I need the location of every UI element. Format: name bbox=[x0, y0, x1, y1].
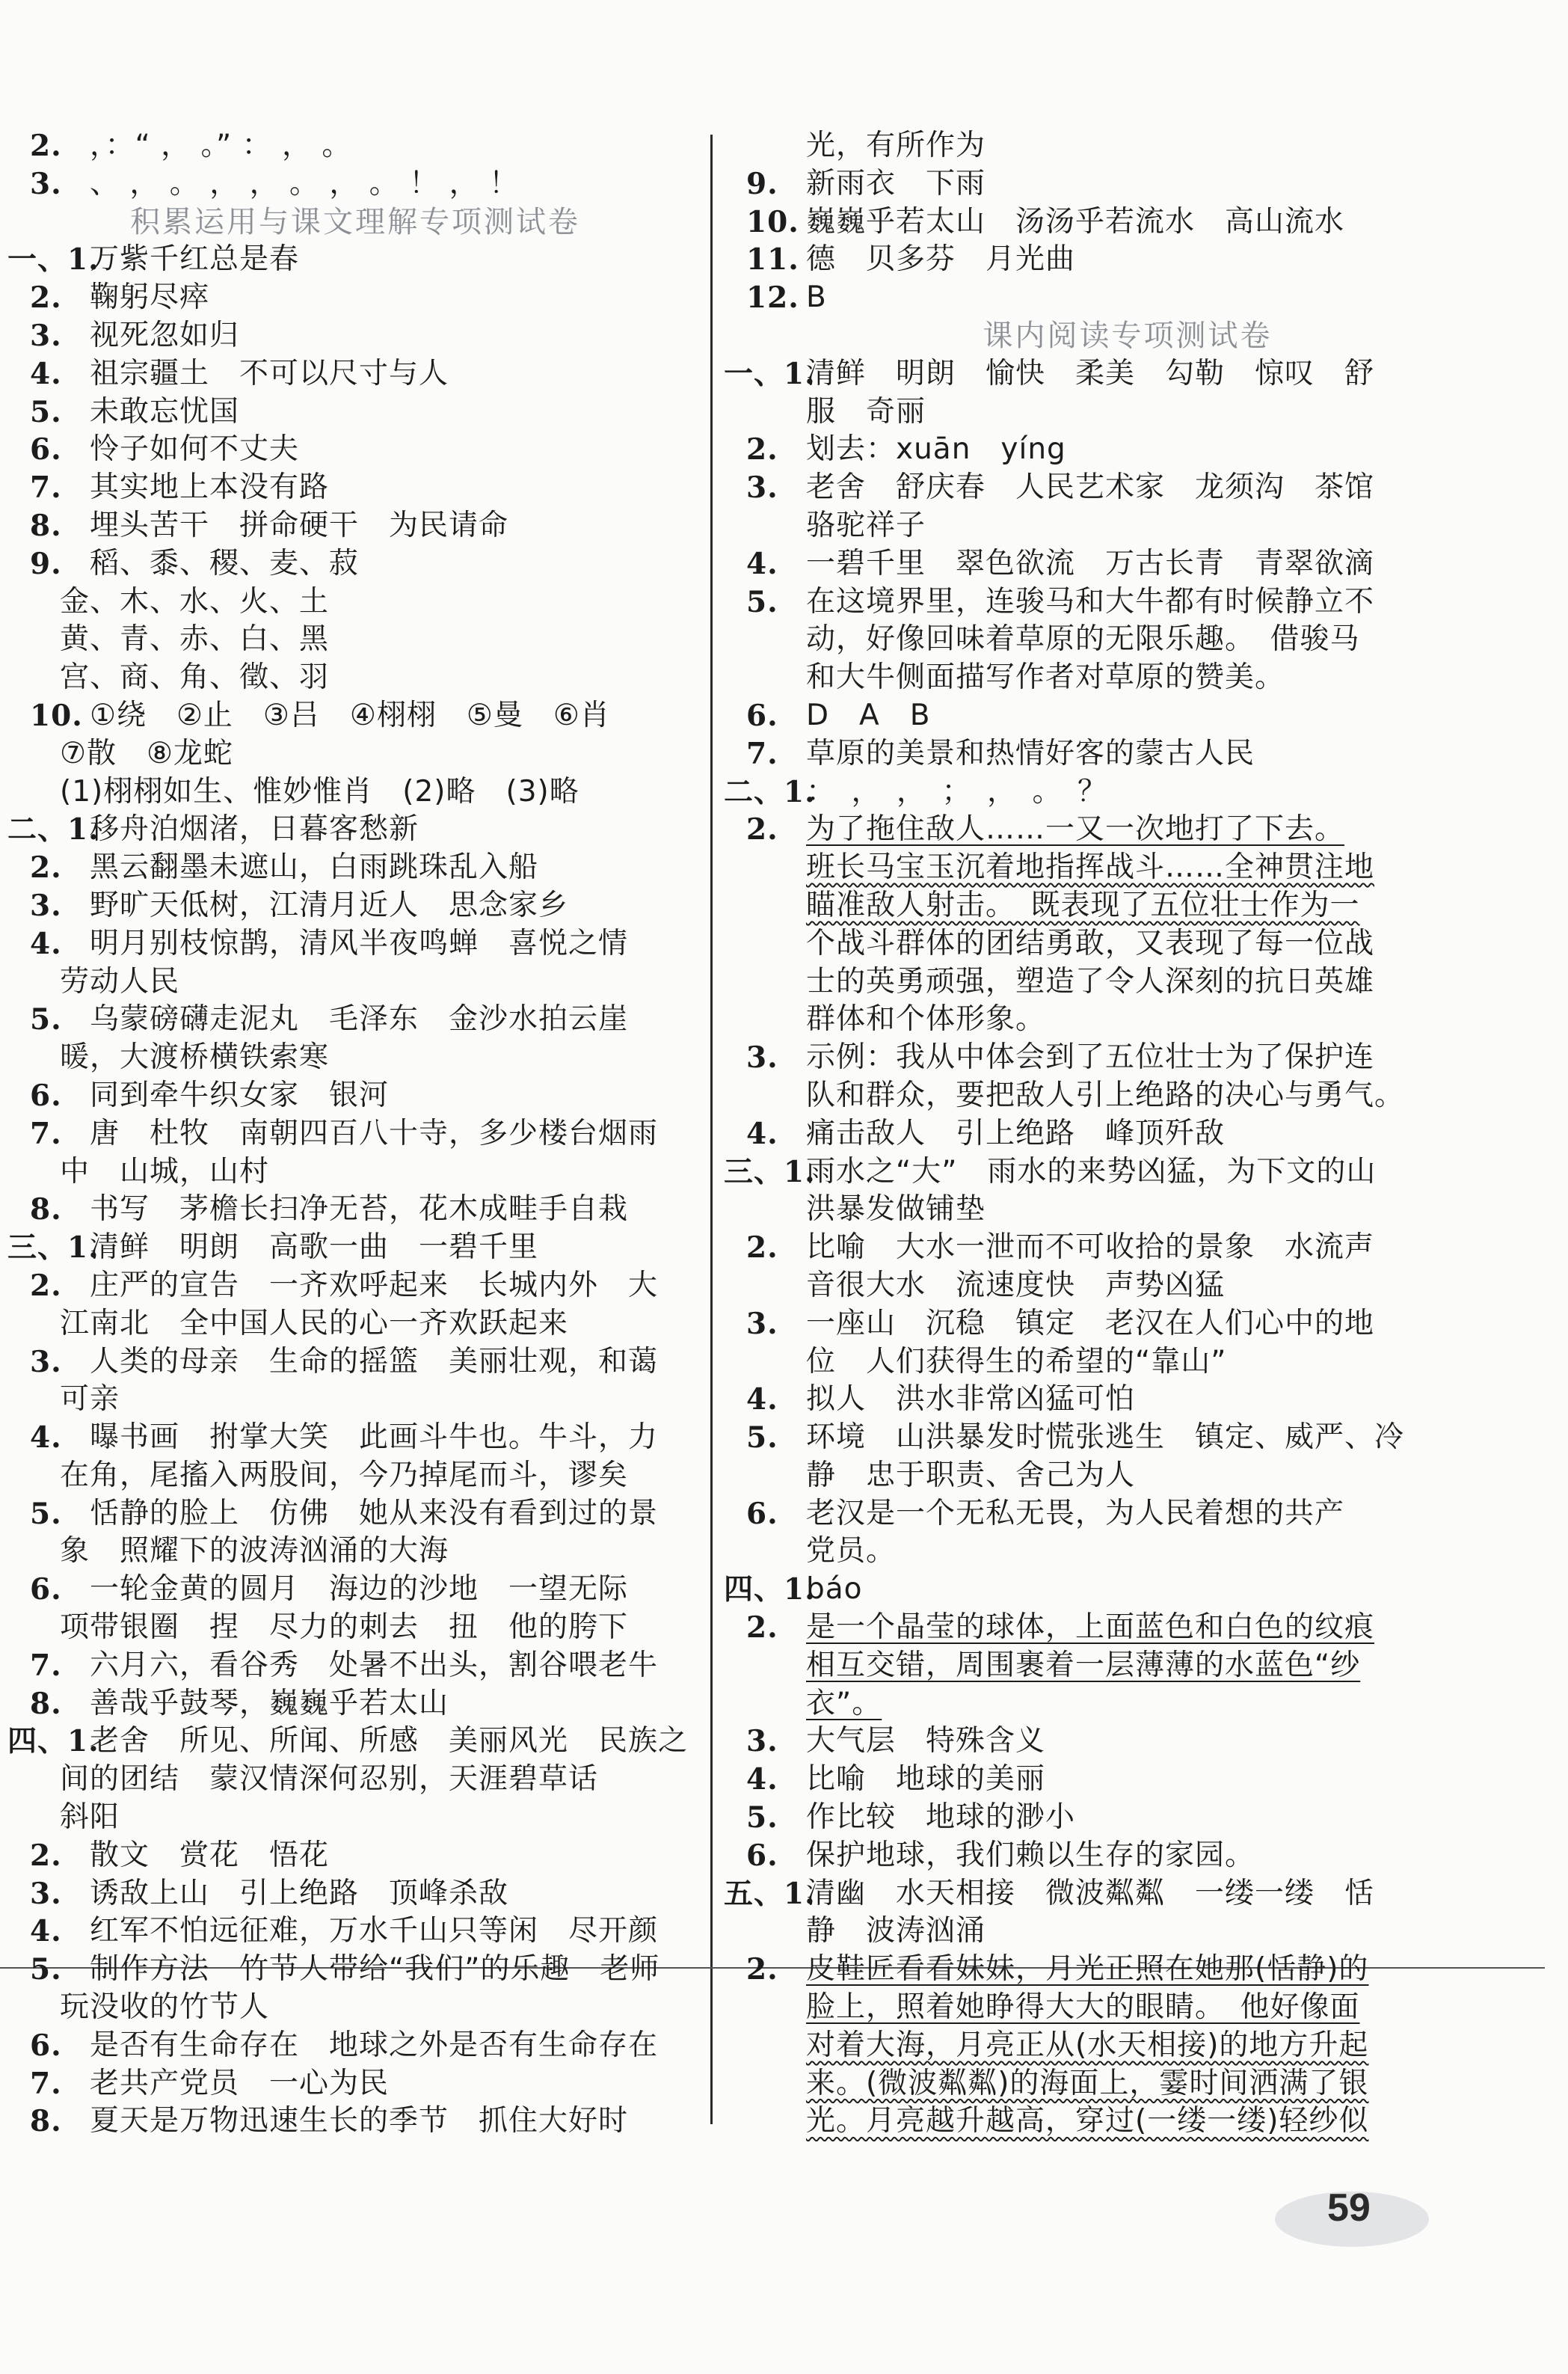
question-number: 二、1. bbox=[724, 774, 816, 809]
answer-text: 作比较 地球的渺小 bbox=[806, 1800, 1076, 1835]
question-number: 6. bbox=[746, 1838, 778, 1873]
answer-text: 党员。 bbox=[806, 1534, 897, 1568]
answer-text: 一座山 沉稳 镇定 老汉在人们心中的地 bbox=[806, 1306, 1375, 1340]
answer-line bbox=[724, 1533, 1531, 1571]
answer-line bbox=[724, 1951, 1531, 1989]
answer-text: 视死忽如归 bbox=[90, 318, 240, 352]
question-number: 5. bbox=[30, 1002, 62, 1037]
answer-text: 老舍 舒庆春 人民艺术家 龙须沟 茶馆 bbox=[806, 470, 1375, 505]
answer-line bbox=[724, 241, 1531, 279]
answer-text: 暖，大渡桥横铁索寒 bbox=[60, 1040, 330, 1075]
answer-text: 德 贝多芬 月光曲 bbox=[806, 242, 1076, 277]
question-number: 2. bbox=[746, 1952, 778, 1987]
question-number: 3. bbox=[746, 470, 778, 506]
question-number: 2. bbox=[746, 1610, 778, 1645]
answer-line bbox=[7, 431, 703, 469]
answer-line bbox=[7, 811, 703, 849]
answer-text: 老舍 所见、所闻、所感 美丽风光 民族之 bbox=[90, 1724, 689, 1758]
answer-line bbox=[724, 1381, 1531, 1419]
answer-line bbox=[7, 735, 703, 773]
answer-text: 夏天是万物迅速生长的季节 抓住大好时 bbox=[90, 2104, 629, 2138]
answer-text: 大气层 特殊含义 bbox=[806, 1724, 1046, 1758]
answer-text: 金、木、水、火、土 bbox=[60, 584, 330, 619]
answer-line bbox=[7, 1761, 703, 1799]
answer-line bbox=[7, 1419, 703, 1457]
answer-text: 痛击敌人 引上绝路 峰顶歼敌 bbox=[806, 1116, 1226, 1150]
question-number: 4. bbox=[746, 1382, 778, 1417]
answer-text: 比喻 大水一泄而不可收拾的景象 水流声 bbox=[806, 1230, 1375, 1265]
answer-text: 洪暴发做铺垫 bbox=[806, 1192, 986, 1227]
answer-text: 间的团结 蒙汉情深何忍别，天涯碧草话 bbox=[60, 1762, 599, 1797]
answer-text: 野旷天低树，江清月近人 思念家乡 bbox=[90, 888, 569, 922]
answer-text: 江南北 全中国人民的心一齐欢跃起来 bbox=[60, 1306, 569, 1340]
question-number: 四、1. bbox=[724, 1572, 816, 1607]
answer-text: 清鲜 明朗 愉快 柔美 勾勒 惊叹 舒 bbox=[806, 356, 1375, 390]
section-heading: 课内阅读专项测试卷 bbox=[983, 318, 1273, 353]
answer-line bbox=[724, 1305, 1531, 1343]
answer-line bbox=[724, 203, 1531, 242]
question-number: 7. bbox=[30, 1648, 62, 1683]
answer-line bbox=[7, 1533, 703, 1571]
answer-text: 明月别枝惊鹊，清风半夜鸣蝉 喜悦之情 bbox=[90, 926, 629, 960]
answer-line bbox=[7, 2102, 703, 2141]
question-number: 5. bbox=[30, 1952, 62, 1987]
answer-line bbox=[7, 1153, 703, 1191]
question-number: 10. bbox=[746, 204, 799, 239]
answer-text: 稻、黍、稷、麦、菽 bbox=[90, 546, 360, 580]
right-column bbox=[724, 127, 1531, 2141]
answer-text: 未敢忘忧国 bbox=[90, 394, 240, 429]
answer-text: 静 波涛汹涌 bbox=[806, 1914, 986, 1948]
answer-line bbox=[724, 1685, 1531, 1723]
answer-text: 制作方法 竹节人带给“我们”的乐趣 老师 bbox=[90, 1952, 660, 1987]
answer-text: 队和群众，要把敌人引上绝路的决心与勇气。 bbox=[806, 1078, 1405, 1112]
answer-line bbox=[7, 355, 703, 393]
answer-text: ①绕 ②止 ③吕 ④栩栩 ⑤曼 ⑥肖 bbox=[90, 698, 610, 732]
answer-text: 、 ， 。 ， ， 。 ， 。 ！ ， ！ bbox=[90, 166, 519, 200]
answer-text: 善哉乎鼓琴，巍巍乎若太山 bbox=[90, 1686, 449, 1720]
answer-line bbox=[724, 1989, 1531, 2027]
answer-line bbox=[7, 469, 703, 507]
answer-text: 项带银圈 捏 尽力的刺去 扭 他的胯下 bbox=[60, 1610, 629, 1645]
answer-text: 群体和个体形象。 bbox=[806, 1002, 1046, 1037]
answer-line bbox=[724, 1609, 1531, 1647]
answer-text: 雨水之“大” 雨水的来势凶猛，为下文的山 bbox=[806, 1154, 1377, 1188]
question-number: 四、1. bbox=[7, 1724, 99, 1759]
answer-text: 唐 杜牧 南朝四百八十寺，多少楼台烟雨 bbox=[90, 1116, 659, 1150]
answer-line bbox=[7, 279, 703, 317]
question-number: 7. bbox=[746, 736, 778, 771]
question-number: 5. bbox=[30, 394, 62, 429]
answer-line bbox=[7, 1647, 703, 1685]
answer-text: 黄、青、赤、白、黑 bbox=[60, 622, 330, 657]
question-number: 7. bbox=[30, 470, 62, 506]
answer-line bbox=[7, 621, 703, 659]
answer-text: 皮鞋匠看看妹妹，月光正照在她那(恬静)的 bbox=[806, 1952, 1369, 1987]
answer-line bbox=[724, 1723, 1531, 1761]
answer-text: 比喻 地球的美丽 bbox=[806, 1762, 1046, 1797]
question-number: 8. bbox=[30, 508, 62, 543]
answer-line bbox=[7, 1077, 703, 1115]
answer-line bbox=[724, 1647, 1531, 1685]
question-number: 6. bbox=[30, 1078, 62, 1113]
answer-text: 恬静的脸上 仿佛 她从来没有看到过的景 bbox=[90, 1496, 659, 1530]
answer-text: 衣”。 bbox=[806, 1686, 882, 1720]
answer-line bbox=[724, 2102, 1531, 2141]
answer-text: 埋头苦干 拼命硬干 为民请命 bbox=[90, 508, 509, 542]
answer-line bbox=[7, 963, 703, 1002]
answer-line bbox=[7, 2027, 703, 2065]
answer-text: 和大牛侧面描写作者对草原的赞美。 bbox=[806, 660, 1285, 695]
question-number: 3. bbox=[30, 166, 62, 201]
answer-line bbox=[7, 545, 703, 583]
question-number: 4. bbox=[746, 546, 778, 581]
question-number: 6. bbox=[30, 2028, 62, 2063]
answer-line bbox=[7, 1457, 703, 1495]
answer-line bbox=[724, 1115, 1531, 1153]
question-number: 2. bbox=[30, 129, 62, 163]
answer-text: (1)栩栩如生、惟妙惟肖 (2)略 (3)略 bbox=[60, 774, 579, 809]
question-number: 三、1. bbox=[7, 1230, 99, 1266]
answer-text: 巍巍乎若太山 汤汤乎若流水 高山流水 bbox=[806, 204, 1345, 239]
question-number: 5. bbox=[746, 584, 778, 619]
answer-line bbox=[7, 1875, 703, 1913]
question-number: 10. bbox=[30, 698, 83, 733]
answer-line bbox=[7, 583, 703, 622]
answer-text: 草原的美景和热情好客的蒙古人民 bbox=[806, 736, 1255, 770]
question-number: 4. bbox=[30, 1420, 62, 1456]
answer-line bbox=[724, 127, 1531, 165]
answer-text: 在这境界里，连骏马和大牛都有时候静立不 bbox=[806, 584, 1375, 619]
question-number: 7. bbox=[30, 1116, 62, 1151]
answer-line bbox=[7, 1837, 703, 1875]
question-number: 5. bbox=[746, 1420, 778, 1456]
answer-line bbox=[724, 773, 1531, 812]
answer-line bbox=[7, 887, 703, 925]
answer-line bbox=[7, 1571, 703, 1609]
answer-line bbox=[724, 355, 1531, 393]
page-number: 59 bbox=[1327, 2186, 1371, 2230]
answer-line bbox=[7, 1913, 703, 1951]
answer-line bbox=[724, 1799, 1531, 1837]
answer-line bbox=[7, 849, 703, 887]
answer-text: 宫、商、角、徵、羽 bbox=[60, 660, 330, 695]
left-column bbox=[7, 127, 703, 2141]
answer-line bbox=[724, 1343, 1531, 1381]
answer-text: 书写 茅檐长扫净无苔，花木成畦手自栽 bbox=[90, 1192, 629, 1227]
answer-line bbox=[724, 1001, 1531, 1039]
answer-line bbox=[7, 127, 703, 165]
answer-line bbox=[724, 431, 1531, 469]
answer-text: 光，有所作为 bbox=[806, 129, 986, 162]
answer-line bbox=[7, 1039, 703, 1077]
question-number: 3. bbox=[746, 1724, 778, 1759]
answer-text: 象 照耀下的波涛汹涌的大海 bbox=[60, 1534, 449, 1568]
answer-text: 瞄准敌人射击。 既表现了五位壮士作为一 bbox=[806, 888, 1360, 922]
answer-line bbox=[724, 735, 1531, 773]
answer-line bbox=[7, 1609, 703, 1647]
answer-text: 静 忠于职责、舍己为人 bbox=[806, 1458, 1136, 1492]
answer-line bbox=[724, 1913, 1531, 1951]
question-number: 2. bbox=[30, 850, 62, 886]
answer-line bbox=[724, 1495, 1531, 1533]
question-number: 4. bbox=[746, 1762, 778, 1797]
answer-text: 脸上，照着她睁得大大的眼睛。 他好像面 bbox=[806, 1990, 1360, 2025]
answer-line bbox=[7, 1115, 703, 1153]
answer-line bbox=[724, 811, 1531, 849]
answer-text: 老汉是一个无私无畏，为人民着想的共产 bbox=[806, 1496, 1345, 1530]
answer-text: 祖宗疆土 不可以尺寸与人 bbox=[90, 356, 449, 390]
answer-line bbox=[724, 659, 1531, 697]
answer-text: 移舟泊烟渚，日暮客愁新 bbox=[90, 812, 419, 847]
answer-line bbox=[724, 697, 1531, 735]
question-number: 一、1. bbox=[7, 242, 99, 277]
answer-line bbox=[7, 165, 703, 203]
answer-text: B bbox=[806, 280, 827, 315]
question-number: 2. bbox=[30, 1268, 62, 1303]
answer-text: ，：“ ， 。” ： ， 。 bbox=[90, 129, 352, 162]
question-number: 6. bbox=[746, 1496, 778, 1531]
answer-text: 六月六，看谷秀 处暑不出头，割谷喂老牛 bbox=[90, 1648, 659, 1682]
answer-text: 人类的母亲 生命的摇篮 美丽壮观，和蔼 bbox=[90, 1344, 659, 1378]
answer-line bbox=[724, 887, 1531, 925]
answer-line bbox=[7, 1267, 703, 1305]
answer-line bbox=[7, 1799, 703, 1837]
answer-line bbox=[7, 393, 703, 432]
answer-text: 是一个晶莹的球体，上面蓝色和白色的纹痕 bbox=[806, 1610, 1375, 1645]
answer-line bbox=[724, 165, 1531, 203]
answer-line bbox=[7, 1191, 703, 1229]
question-number: 3. bbox=[30, 318, 62, 353]
question-number: 8. bbox=[30, 1686, 62, 1721]
question-number: 一、1. bbox=[724, 356, 816, 391]
answer-text: 曝书画 拊掌大笑 此画斗牛也。牛斗，力 bbox=[90, 1420, 659, 1455]
question-number: 3. bbox=[30, 1344, 62, 1379]
answer-text: 劳动人民 bbox=[60, 964, 180, 999]
answer-text: báo bbox=[806, 1572, 863, 1607]
answer-line bbox=[7, 1229, 703, 1267]
answer-text: 诱敌上山 引上绝路 顶峰杀敌 bbox=[90, 1876, 509, 1910]
answer-line bbox=[7, 2065, 703, 2103]
answer-line bbox=[7, 1381, 703, 1419]
answer-line bbox=[724, 1191, 1531, 1229]
answer-line bbox=[7, 1723, 703, 1761]
answer-text: 相互交错，周围裹着一层薄薄的水蓝色“纱 bbox=[806, 1648, 1361, 1682]
question-number: 6. bbox=[746, 698, 778, 733]
answer-text: 拟人 洪水非常凶猛可怕 bbox=[806, 1382, 1136, 1417]
answer-line bbox=[724, 621, 1531, 659]
answer-text: 班长马宝玉沉着地指挥战斗……全神贯注地 bbox=[806, 850, 1375, 885]
question-number: 5. bbox=[30, 1496, 62, 1531]
column-divider bbox=[710, 135, 713, 2124]
answer-line bbox=[724, 2065, 1531, 2103]
answer-line bbox=[724, 1875, 1531, 1913]
answer-line bbox=[724, 1267, 1531, 1305]
answer-text: 红军不怕远征难，万水千山只等闲 尽开颜 bbox=[90, 1914, 659, 1948]
section-heading: 积累运用与课文理解专项测试卷 bbox=[130, 204, 580, 239]
answer-line bbox=[7, 659, 703, 697]
question-number: 2. bbox=[746, 432, 778, 467]
answer-line bbox=[724, 963, 1531, 1002]
answer-text: 清鲜 明朗 高歌一曲 一碧千里 bbox=[90, 1230, 539, 1265]
answer-line bbox=[724, 2027, 1531, 2065]
question-number: 7. bbox=[30, 2066, 62, 2101]
answer-line bbox=[724, 1229, 1531, 1267]
question-number: 2. bbox=[30, 1838, 62, 1873]
answer-text: 示例：我从中体会到了五位壮士为了保护连 bbox=[806, 1040, 1375, 1075]
answer-line bbox=[724, 925, 1531, 963]
answer-text: 环境 山洪暴发时慌张逃生 镇定、威严、冷 bbox=[806, 1420, 1405, 1455]
answer-text: 鞠躬尽瘁 bbox=[90, 280, 210, 315]
answer-line bbox=[724, 583, 1531, 622]
answer-text: 服 奇丽 bbox=[806, 394, 926, 429]
question-number: 3. bbox=[746, 1040, 778, 1076]
answer-line bbox=[7, 1989, 703, 2027]
answer-line bbox=[7, 507, 703, 545]
answer-text: 可亲 bbox=[60, 1382, 120, 1417]
question-number: 11. bbox=[746, 242, 799, 277]
question-number: 9. bbox=[30, 546, 62, 581]
answer-line bbox=[7, 1343, 703, 1381]
answer-text: 新雨衣 下雨 bbox=[806, 166, 986, 200]
question-number: 2. bbox=[30, 280, 62, 316]
answer-text: 斜阳 bbox=[60, 1800, 120, 1835]
answer-line bbox=[7, 925, 703, 963]
answer-text: ： ， ， ； ， 。 ？ bbox=[806, 774, 1108, 809]
question-number: 6. bbox=[30, 432, 62, 467]
question-number: 5. bbox=[746, 1800, 778, 1835]
answer-text: 个战斗群体的团结勇敢，又表现了每一位战 bbox=[806, 926, 1375, 960]
page-number-badge bbox=[1275, 2183, 1432, 2254]
answer-text: 万紫千红总是春 bbox=[90, 242, 300, 277]
answer-text: 士的英勇顽强，塑造了令人深刻的抗日英雄 bbox=[806, 964, 1375, 999]
answer-line bbox=[7, 1495, 703, 1533]
answer-line bbox=[724, 1419, 1531, 1457]
question-number: 9. bbox=[746, 166, 778, 201]
answer-text: ⑦散 ⑧龙蛇 bbox=[60, 736, 233, 770]
answer-text: 一碧千里 翠色欲流 万古长青 青翠欲滴 bbox=[806, 546, 1375, 580]
answer-text: 光。月亮越升越高，穿过(一缕一缕)轻纱似 bbox=[806, 2104, 1369, 2138]
question-number: 6. bbox=[30, 1572, 62, 1607]
question-number: 3. bbox=[30, 1876, 62, 1911]
answer-line bbox=[724, 1837, 1531, 1875]
answer-line bbox=[724, 1153, 1531, 1191]
answer-line bbox=[724, 393, 1531, 432]
answer-text: 中 山城，山村 bbox=[60, 1154, 270, 1188]
answer-line bbox=[7, 1685, 703, 1723]
question-number: 2. bbox=[746, 1230, 778, 1266]
question-number: 3. bbox=[30, 888, 62, 923]
answer-line bbox=[724, 507, 1531, 545]
answer-line bbox=[7, 773, 703, 812]
answer-line bbox=[724, 849, 1531, 887]
question-number: 8. bbox=[30, 1192, 62, 1227]
answer-text: 老共产党员 一心为民 bbox=[90, 2066, 390, 2100]
answer-text: 对着大海，月亮正从(水天相接)的地方升起 bbox=[806, 2028, 1369, 2062]
answer-text: 保护地球，我们赖以生存的家园。 bbox=[806, 1838, 1255, 1872]
answer-text: 乌蒙磅礴走泥丸 毛泽东 金沙水拍云崖 bbox=[90, 1002, 629, 1037]
answer-text: 黑云翻墨未遮山，白雨跳珠乱入船 bbox=[90, 850, 539, 885]
answer-text: 玩没收的竹节人 bbox=[60, 1990, 270, 2025]
answer-line bbox=[724, 1571, 1531, 1609]
question-number: 2. bbox=[746, 812, 778, 847]
question-number: 4. bbox=[30, 1914, 62, 1949]
answer-text: 散文 赏花 悟花 bbox=[90, 1838, 330, 1872]
answer-text: 为了拖住敌人……一又一次地打了下去。 bbox=[806, 812, 1345, 847]
answer-line bbox=[7, 241, 703, 279]
question-number: 3. bbox=[746, 1306, 778, 1341]
answer-line bbox=[724, 469, 1531, 507]
answer-text: 音很大水 流速度快 声势凶猛 bbox=[806, 1268, 1226, 1302]
answer-line bbox=[724, 1457, 1531, 1495]
answer-line bbox=[724, 545, 1531, 583]
answer-line bbox=[7, 1001, 703, 1039]
answer-text: 是否有生命存在 地球之外是否有生命存在 bbox=[90, 2028, 659, 2062]
answer-line bbox=[724, 1761, 1531, 1799]
answer-text: 清幽 水天相接 微波粼粼 一缕一缕 恬 bbox=[806, 1876, 1375, 1910]
question-number: 8. bbox=[30, 2104, 62, 2139]
answer-text: 一轮金黄的圆月 海边的沙地 一望无际 bbox=[90, 1572, 629, 1607]
answer-text: D A B bbox=[806, 698, 931, 732]
answer-line bbox=[7, 697, 703, 735]
answer-text: 在角，尾搐入两股间，今乃掉尾而斗，谬矣 bbox=[60, 1458, 629, 1492]
question-number: 二、1. bbox=[7, 812, 99, 847]
answer-text: 庄严的宣告 一齐欢呼起来 长城内外 大 bbox=[90, 1268, 659, 1302]
question-number: 三、1. bbox=[724, 1154, 816, 1189]
answer-line bbox=[724, 279, 1531, 317]
answer-text: 动，好像回味着草原的无限乐趣。 借骏马 bbox=[806, 622, 1360, 657]
answer-line bbox=[7, 1951, 703, 1989]
answer-line bbox=[7, 1305, 703, 1343]
answer-line bbox=[7, 317, 703, 355]
question-number: 4. bbox=[746, 1116, 778, 1151]
question-number: 4. bbox=[30, 356, 62, 391]
answer-line bbox=[724, 1039, 1531, 1077]
answer-text: 其实地上本没有路 bbox=[90, 470, 330, 505]
answer-text: 来。(微波粼粼)的海面上，霎时间洒满了银 bbox=[806, 2066, 1369, 2100]
answer-text: 怜子如何不丈夫 bbox=[90, 432, 300, 467]
answer-text: 骆驼祥子 bbox=[806, 508, 926, 542]
answer-text: 位 人们获得生的希望的“靠山” bbox=[806, 1344, 1227, 1378]
answer-text: 划去：xuān yíng bbox=[806, 432, 1066, 467]
answer-text: 同到牵牛织女家 银河 bbox=[90, 1078, 390, 1112]
question-number: 12. bbox=[746, 280, 799, 316]
answer-line bbox=[724, 1077, 1531, 1115]
question-number: 五、1. bbox=[724, 1876, 816, 1911]
question-number: 4. bbox=[30, 926, 62, 961]
